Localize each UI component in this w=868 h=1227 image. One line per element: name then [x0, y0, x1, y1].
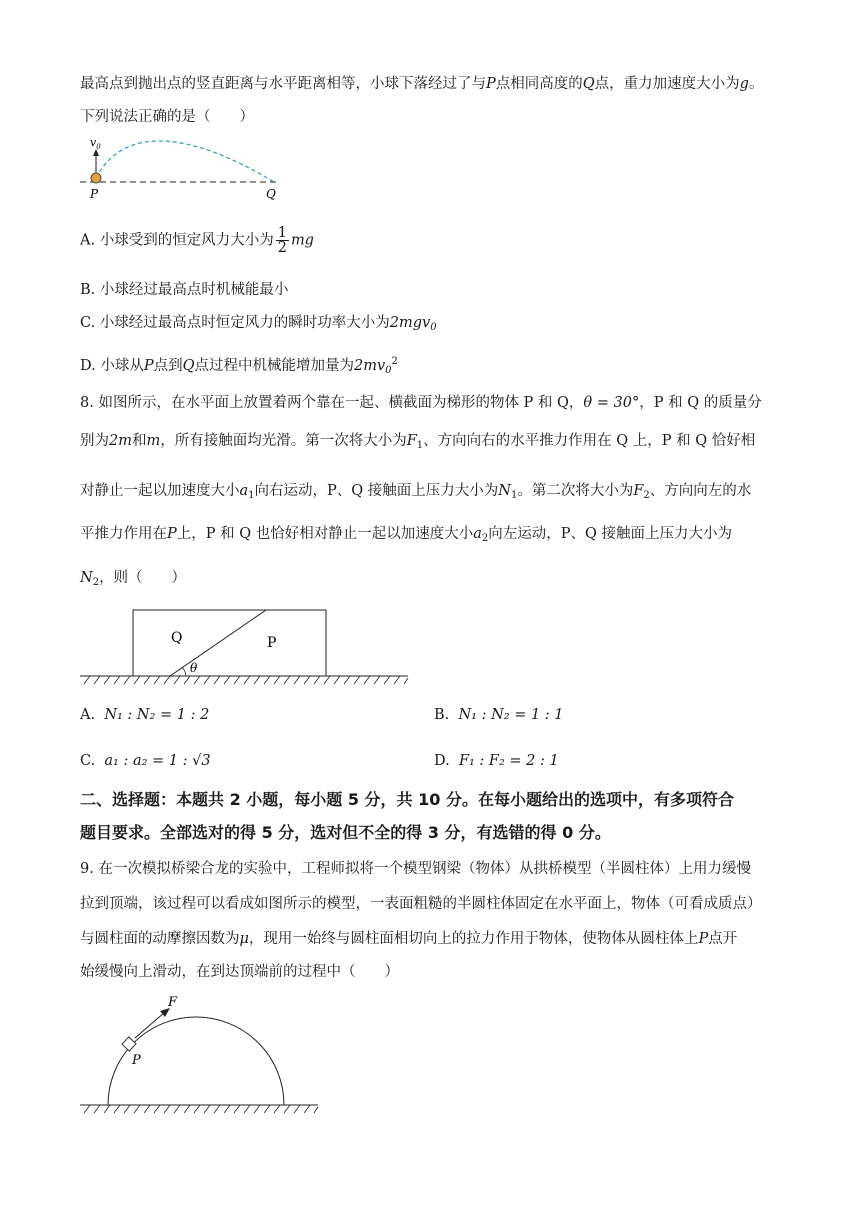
theta-arc [182, 667, 186, 676]
ball-icon [91, 173, 101, 183]
q9-stem-line-4: 始缓慢向上滑动，在到达顶端前的过程中（ ） [80, 964, 399, 980]
block-q-label: Q [171, 630, 183, 646]
q7-trajectory-figure [78, 132, 288, 204]
q7-stem-line-1: 最高点到抛出点的竖直距离与水平距离相等，小球下落经过了与P点相同高度的Q点，重力加速度大小为g。 [80, 76, 764, 92]
trajectory-curve [96, 141, 274, 182]
q7-option-c[interactable]: C. 小球经过最高点时恒定风力的瞬时功率大小为2mgv$_0$ [80, 315, 437, 333]
q8-stem-line-4: 平推力作用在P上，P 和 Q 也恰好相对静止一起以加速度大小$a_2$向左运动，P、Q 接触面上压力大小为 [80, 526, 733, 544]
point-p-label: P [132, 1053, 141, 1068]
q8-stem-line-3: 对静止一起以加速度大小$a_1$向右运动，P、Q 接触面上压力大小为$N_1$。第二次将大小为$F_2$、方向向左的水 [80, 483, 752, 501]
section-2-heading-line-1: 二、选择题：本题共 2 小题，每小题 5 分，共 10 分。在每小题给出的选项中，有多项符合 [80, 790, 734, 809]
q7-option-d[interactable]: D. 小球从P点到Q点过程中机械能增加量为$2mv_0^2$ [80, 356, 398, 376]
q8-option-c[interactable]: C. a₁ : a₂ = 1 : √3 [80, 753, 211, 769]
theta-label: θ [190, 661, 198, 675]
block-p-label: P [267, 635, 277, 651]
small-block [122, 1037, 136, 1051]
q9-stem-line-2: 拉到顶端，该过程可以看成如图所示的模型，一表面粗糙的半圆柱体固定在水平面上，物体（可看成质点） [80, 896, 762, 912]
q9-semicylinder-figure [78, 990, 324, 1118]
interface-line [170, 610, 266, 676]
q8-stem-line-1: 8. 如图所示，在水平面上放置着两个靠在一起、横截面为梯形的物体 P 和 Q，θ = 30°，P 和 Q 的质量分 [80, 395, 762, 411]
q7-option-a[interactable]: A. 小球受到的恒定风力大小为 $\frac{1}{2}$ mg [80, 225, 314, 256]
q8-option-a[interactable]: A. N₁ : N₂ = 1 : 2 [80, 707, 210, 723]
point-p-label: P [90, 187, 99, 201]
q9-stem-line-1: 9. 在一次模拟桥梁合龙的实验中，工程师拟将一个模型钢梁（物体）从拱桥模型（半圆柱体）上用力缓慢 [80, 861, 751, 877]
ground-hatching [84, 676, 408, 684]
q8-stem-line-2: 别为2m和m，所有接触面均光滑。第一次将大小为$F_1$、方向向右的水平推力作用在 Q 上，P 和 Q 恰好相 [80, 433, 756, 451]
point-q-label: Q [266, 187, 276, 201]
force-f-label: F [168, 995, 178, 1010]
q9-stem-line-3: 与圆柱面的动摩擦因数为μ，现用一始终与圆柱面相切向上的拉力作用于物体，使物体从圆柱体上P点开 [80, 931, 738, 947]
q8-option-d[interactable]: D. F₁ : F₂ = 2 : 1 [434, 753, 559, 769]
q8-option-b[interactable]: B. N₁ : N₂ = 1 : 1 [434, 707, 564, 723]
q8-stem-line-5: $N_2$，则（ ） [80, 570, 187, 588]
q8-trapezoid-figure [78, 604, 414, 688]
ground-hatching [84, 1105, 318, 1113]
v0-label: $v_0$ [90, 136, 101, 151]
q7-stem-line-2: 下列说法正确的是（ ） [80, 109, 254, 125]
section-2-heading-line-2: 题目要求。全部选对的得 5 分，选对但不全的得 3 分，有选错的得 0 分。 [80, 823, 611, 842]
q7-option-b[interactable]: B. 小球经过最高点时机械能最小 [80, 282, 289, 298]
block-outline [133, 610, 326, 676]
fraction-one-half: $\frac{1}{2}$ [277, 225, 287, 256]
